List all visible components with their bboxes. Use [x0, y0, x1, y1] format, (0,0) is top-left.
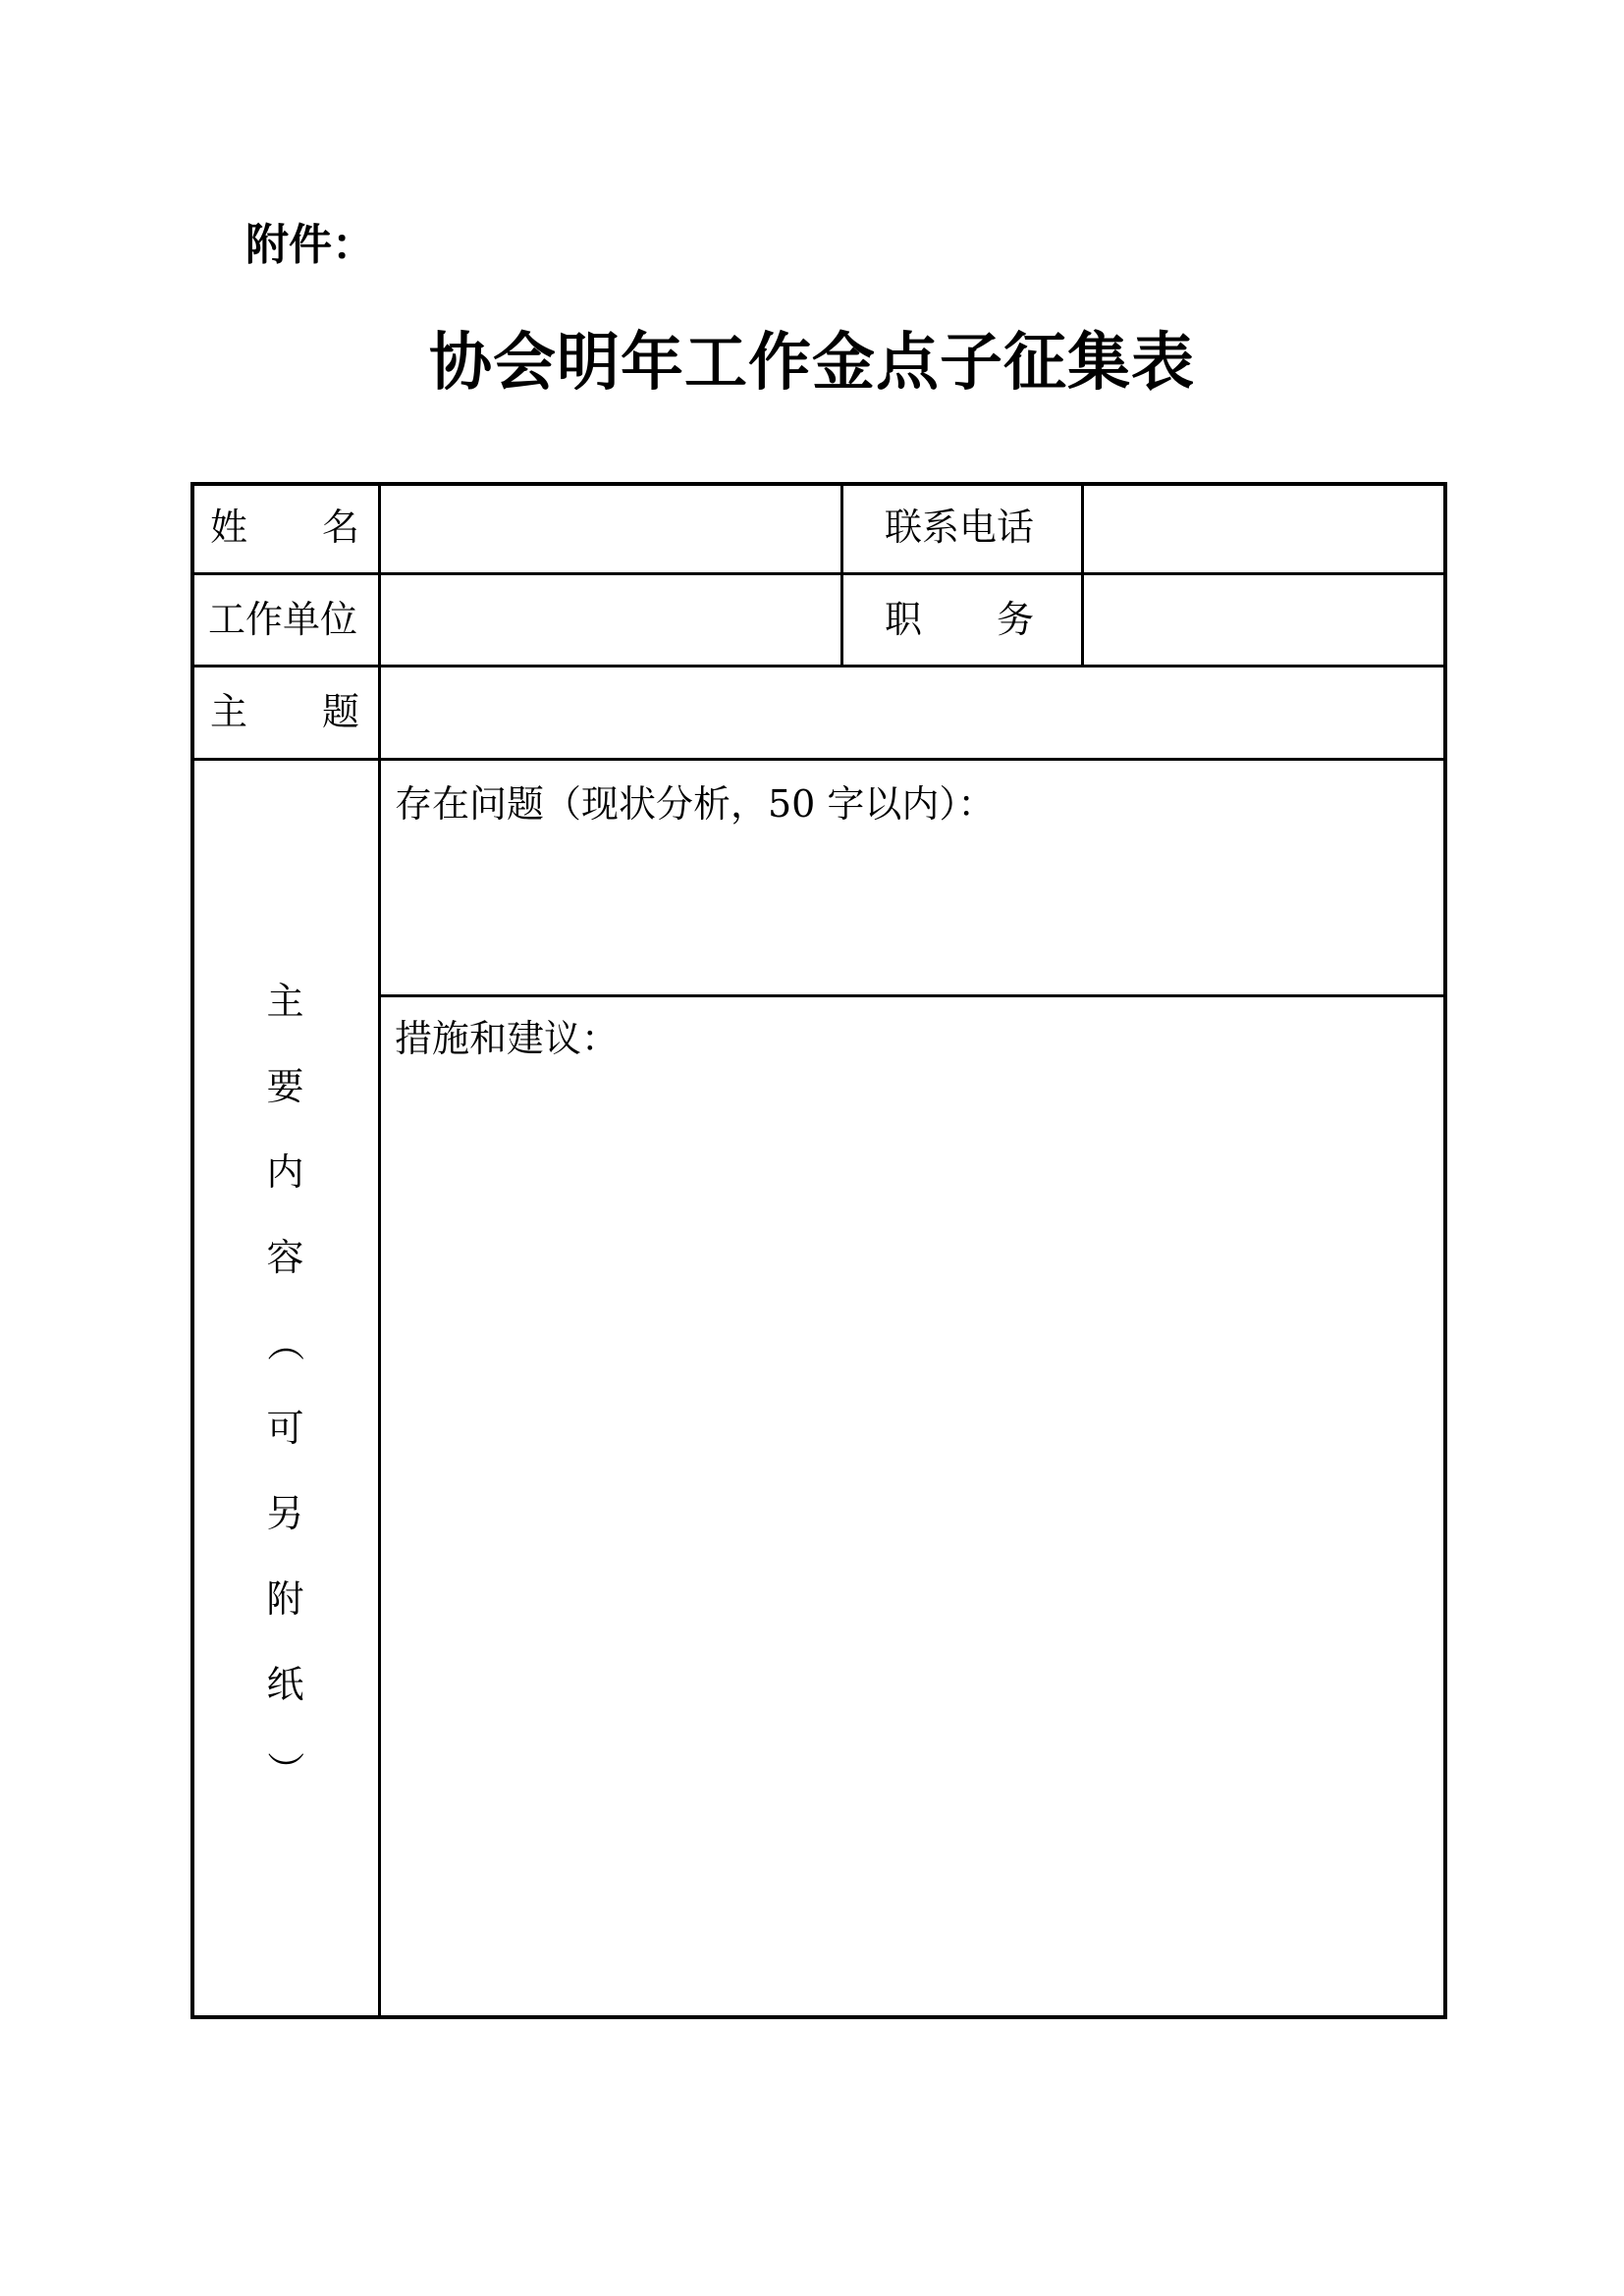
idea-collection-form — [190, 482, 1447, 2019]
main-content-char-8: 附 — [266, 1577, 304, 1621]
topic-label-char-2: 题 — [321, 690, 359, 733]
measures-label: 措施和建议： — [395, 1017, 620, 1060]
main-content-char-3: 内 — [266, 1150, 304, 1194]
form-border-right — [1443, 482, 1447, 2019]
name-field[interactable] — [383, 486, 839, 572]
work-unit-field[interactable] — [383, 575, 839, 664]
content-divider — [380, 994, 1447, 997]
topic-field[interactable] — [383, 667, 1441, 757]
attachment-label: 附件： — [245, 220, 375, 270]
phone-column-divider — [840, 482, 843, 667]
problem-field[interactable] — [395, 831, 1435, 988]
main-content-char-1: 主 — [266, 980, 304, 1023]
topic-label-char-1: 主 — [210, 690, 248, 733]
main-content-char-5: （ — [263, 1323, 307, 1362]
main-content-char-4: 容 — [266, 1236, 304, 1279]
phone-field[interactable] — [1086, 486, 1441, 572]
measures-field[interactable] — [395, 1067, 1435, 2009]
work-unit-label: 工作单位 — [208, 598, 358, 641]
main-content-char-10: ） — [263, 1750, 307, 1789]
name-label-char-2: 名 — [321, 506, 359, 549]
phone-value-divider — [1081, 482, 1084, 667]
position-field[interactable] — [1086, 575, 1441, 664]
form-title: 协会明年工作金点子征集表 — [429, 326, 1195, 400]
main-content-label — [190, 978, 380, 1832]
main-content-char-9: 纸 — [266, 1663, 304, 1706]
main-content-char-2: 要 — [266, 1065, 304, 1108]
main-content-char-6: 可 — [266, 1407, 304, 1450]
name-label — [210, 504, 359, 551]
topic-label — [210, 688, 359, 735]
position-label-char-2: 务 — [996, 598, 1034, 641]
main-content-char-7: 另 — [266, 1492, 304, 1535]
name-label-char-1: 姓 — [210, 506, 248, 549]
position-label-char-1: 职 — [885, 598, 923, 641]
phone-label: 联系电话 — [885, 506, 1035, 549]
position-label — [885, 596, 1034, 643]
problem-label: 存在问题（现状分析，50 字以内）： — [395, 782, 996, 826]
